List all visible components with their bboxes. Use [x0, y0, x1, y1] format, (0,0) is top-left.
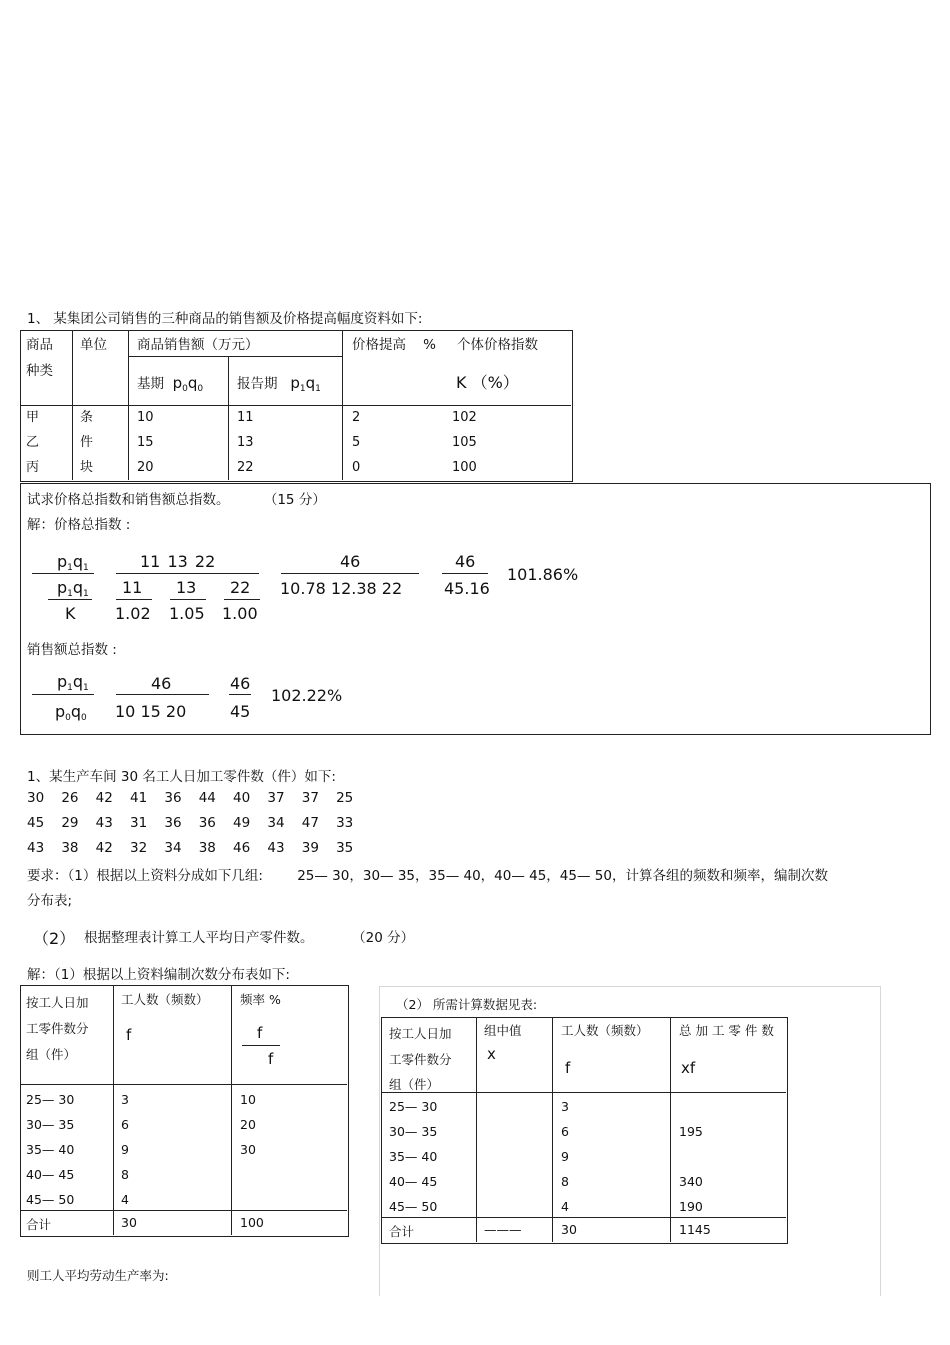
den-term: 13	[176, 578, 197, 597]
table-cell: 25— 30	[26, 1092, 75, 1107]
fraction-line	[116, 573, 259, 574]
header-rate: 频率 %	[240, 992, 281, 1007]
col-rates	[240, 1087, 256, 1162]
total-xf: 1145	[679, 1222, 711, 1237]
header-report: 报告期 $p_1q_1$	[237, 374, 321, 394]
header-group: 按工人日加 工零件数分 组（件）	[389, 1026, 452, 1092]
table-cell: 30— 35	[26, 1117, 75, 1132]
table-cell: 45— 50	[389, 1199, 438, 1214]
fraction-line	[242, 1045, 280, 1046]
q2-solution-heading: 解：（1）根据以上资料编制次数分布表如下:	[27, 967, 290, 983]
table-cell: 2	[352, 410, 361, 425]
header-rate-den: f	[268, 1050, 274, 1068]
table-cell: 105	[452, 435, 477, 450]
step3-den: 45.16	[444, 579, 490, 598]
table-cell: 40— 45	[389, 1174, 438, 1189]
table-cell: 10	[137, 410, 154, 425]
header-unit: 单位	[80, 337, 107, 353]
sales-index-label: 销售额总指数 :	[27, 642, 117, 658]
table-cell: 4	[561, 1199, 569, 1214]
numerator-terms: 11 13 22	[140, 552, 216, 571]
table-cell: 20	[137, 460, 154, 475]
table-cell: 块	[80, 460, 94, 475]
table-cell: 8	[561, 1174, 569, 1189]
table-cell: 甲	[26, 410, 40, 425]
q1-solution-label: 解：价格总指数 :	[27, 517, 131, 533]
col-unit	[80, 405, 93, 480]
fraction-line	[116, 599, 152, 600]
fraction-line	[224, 599, 260, 600]
q2-requirement-cont: 分布表;	[27, 893, 73, 909]
q2-data-row: 45 29 43 31 36 36 49 34 47 33	[27, 815, 354, 831]
header-mid: 组中值	[484, 1023, 522, 1038]
table-cell: 13	[237, 435, 254, 450]
den-term: 11	[122, 578, 143, 597]
table-cell: 102	[452, 410, 477, 425]
fraction-line	[32, 573, 94, 574]
table-cell: 22	[237, 460, 254, 475]
fraction-line	[442, 573, 488, 574]
table-cell: 6	[121, 1117, 129, 1132]
sales-step1-den: 10 15 20	[115, 702, 187, 721]
table-cell: 340	[679, 1174, 703, 1189]
table-cell: 4	[121, 1192, 129, 1207]
col-rise	[352, 405, 360, 480]
header-workers: 工人数（频数）	[121, 992, 209, 1007]
q2-req2-text: 根据整理表计算工人平均日产零件数。 （20 分）	[84, 930, 415, 946]
table-cell	[679, 1094, 703, 1119]
col-index	[452, 405, 477, 480]
header-total-xf: xf	[681, 1059, 696, 1077]
header-rate-num: f	[257, 1024, 263, 1042]
fraction-line	[32, 694, 94, 695]
step2-den: 10.78 12.38 22	[280, 579, 403, 598]
total-rate: 100	[240, 1215, 264, 1230]
fraction-line	[229, 694, 251, 695]
table-cell: 11	[237, 410, 254, 425]
header-index-k: K （%）	[456, 373, 519, 392]
total-label: 合计	[389, 1224, 415, 1239]
table-cell: 乙	[26, 435, 40, 450]
col-base	[137, 405, 154, 480]
fraction-line	[281, 573, 419, 574]
header-index: 个体价格指数	[457, 337, 538, 353]
part2-heading: （2） 所需计算数据见表:	[396, 997, 538, 1012]
table-cell: 35— 40	[26, 1142, 75, 1157]
den-k: 1.00	[222, 604, 258, 623]
col-counts	[121, 1087, 129, 1212]
fraction-line	[170, 599, 206, 600]
table-cell: 30— 35	[389, 1124, 438, 1139]
table-cell: 丙	[26, 460, 40, 475]
header-total: 总 加 工 零 件 数	[679, 1023, 774, 1038]
q1-question: 试求价格总指数和销售额总指数。 （15 分）	[27, 492, 326, 508]
table-cell: 9	[561, 1149, 569, 1164]
table-cell: 8	[121, 1167, 129, 1182]
header-base: 基期 $p_0q_0$	[137, 374, 204, 394]
sum-p1q1-den: $p_1q_1$	[57, 578, 89, 599]
q2-data-row: 43 38 42 32 34 38 46 43 39 35	[27, 840, 354, 856]
q2-req2-number: （2）	[33, 929, 76, 948]
q2-data-row: 30 26 42 41 36 44 40 37 37 25	[27, 790, 354, 806]
table-cell: 条	[80, 410, 94, 425]
table-cell: 件	[80, 435, 94, 450]
table-cell: 15	[137, 435, 154, 450]
header-rise: 价格提高 %	[352, 337, 436, 353]
footer-text: 则工人平均劳动生产率为:	[27, 1268, 169, 1283]
sum-p1q1-num: $p_1q_1$	[57, 552, 89, 573]
sum-p0q0: $p_0q_0$	[55, 702, 87, 723]
col-groups	[389, 1094, 437, 1219]
table-cell: 30	[240, 1142, 256, 1157]
table-cell	[679, 1144, 703, 1169]
table-cell: 195	[679, 1124, 703, 1139]
col-xf	[679, 1094, 703, 1219]
header-workers-f: f	[126, 1026, 132, 1044]
q1-heading: 1、 某集团公司销售的三种商品的销售额及价格提高幅度资料如下:	[27, 311, 423, 327]
table-cell: 5	[352, 435, 361, 450]
price-index-result: 101.86%	[507, 565, 579, 584]
table-cell: 25— 30	[389, 1099, 438, 1114]
den-term: 22	[230, 578, 251, 597]
header-group: 按工人日加 工零件数分 组（件）	[26, 995, 89, 1062]
q1-solution-box	[20, 483, 931, 735]
col-kind	[26, 405, 39, 480]
step3-num: 46	[455, 552, 476, 571]
sales-step2-num: 46	[230, 674, 251, 693]
den-k: 1.02	[115, 604, 151, 623]
sales-step1-num: 46	[151, 674, 172, 693]
table-cell: 40— 45	[26, 1167, 75, 1182]
table-cell: 100	[452, 460, 477, 475]
sales-step2-den: 45	[230, 702, 251, 721]
table-cell: 45— 50	[26, 1192, 75, 1207]
table-cell: 6	[561, 1124, 569, 1139]
total-count: 30	[561, 1222, 577, 1237]
total-mid: ———	[484, 1222, 522, 1237]
col-report	[237, 405, 254, 480]
header-workers-f: f	[565, 1059, 571, 1077]
k-symbol: K	[65, 604, 76, 623]
q2-requirement: 要求：（1）根据以上资料分成如下几组: 25— 30，30— 35，35— 40，40— 45，45— 50，计算各组的频数和频率，编制次数	[27, 868, 828, 884]
total-count: 30	[121, 1215, 137, 1230]
col-groups	[26, 1087, 74, 1212]
header-kind-b: 种类	[26, 363, 53, 379]
header-mid-x: x	[487, 1045, 496, 1063]
q2-heading: 1、某生产车间 30 名工人日加工零件数（件）如下:	[27, 769, 336, 785]
header-kind-a: 商品	[26, 337, 53, 353]
table-cell: 35— 40	[389, 1149, 438, 1164]
sum-p1q1: $p_1q_1$	[57, 672, 89, 693]
fraction-line	[48, 599, 92, 600]
table-cell: 0	[352, 460, 361, 475]
table-cell: 3	[121, 1092, 129, 1107]
step2-num: 46	[340, 552, 361, 571]
table-cell: 20	[240, 1117, 256, 1132]
table-cell: 10	[240, 1092, 256, 1107]
total-label: 合计	[26, 1217, 52, 1232]
header-sales: 商品销售额（万元）	[137, 337, 259, 353]
col-counts	[561, 1094, 569, 1219]
fraction-line	[116, 694, 209, 695]
sales-index-result: 102.22%	[271, 686, 343, 705]
den-k: 1.05	[169, 604, 205, 623]
table-cell: 190	[679, 1199, 703, 1214]
table-cell: 3	[561, 1099, 569, 1114]
table-cell: 9	[121, 1142, 129, 1157]
header-workers: 工人数（频数）	[561, 1023, 649, 1038]
